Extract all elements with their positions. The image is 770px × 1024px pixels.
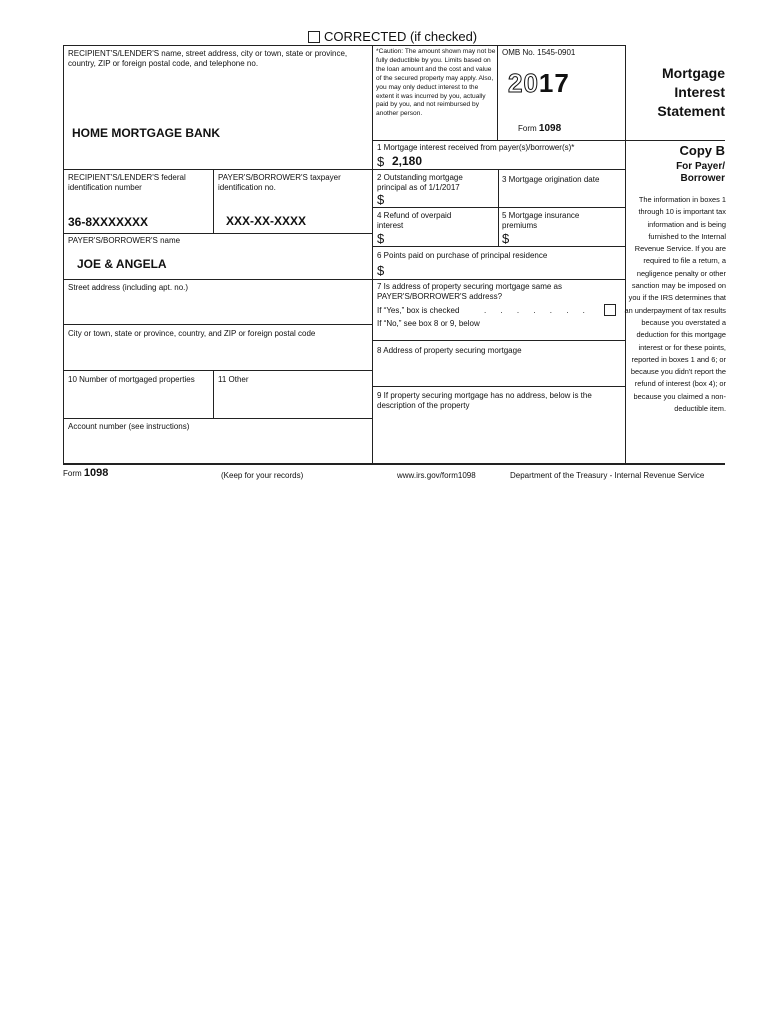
street-label: Street address (including apt. no.)	[68, 283, 189, 292]
box7-dots: . . . . . . .	[484, 306, 591, 315]
left-rule-4	[63, 324, 372, 325]
recipient-tin-value[interactable]: 36-8XXXXXXX	[68, 215, 149, 229]
box6-label: 6 Points paid on purchase of principal residence	[377, 251, 548, 260]
form-left-border	[63, 45, 64, 464]
city-label: City or town, state or province, country, and ZIP or foreign postal code	[68, 329, 316, 338]
box6-dollar: $	[377, 263, 385, 278]
copy-subtitle-line1: For Payer/	[676, 161, 725, 172]
omb-form-label: Form	[518, 124, 537, 133]
mid-rule-7	[372, 386, 625, 387]
payer-name-value[interactable]: JOE & ANGELA	[77, 257, 167, 271]
form-title-line1: Mortgage	[662, 65, 725, 81]
box3-label: 3 Mortgage origination date	[502, 175, 600, 184]
box1-dollar: $	[377, 154, 385, 169]
account-label: Account number (see instructions)	[68, 422, 190, 431]
recipient-tin-label: RECIPIENT'S/LENDER'S federal identification number	[68, 173, 186, 192]
mid-rule-1	[372, 140, 625, 141]
box7-no-text: If “No,” see box 8 or 9, below	[377, 319, 480, 328]
corrected-checkbox[interactable]	[308, 31, 320, 43]
mid-rule-6	[372, 340, 625, 341]
omb-form-number	[518, 123, 561, 134]
box9-label: 9 If property securing mortgage has no address, below is the description of the property	[377, 391, 592, 410]
tin-divider	[213, 169, 214, 233]
tax-year-prefix: 20	[508, 68, 539, 98]
form-top-border	[63, 45, 626, 46]
footer-form	[63, 467, 108, 479]
left-rule-1	[63, 169, 372, 170]
tax-year	[508, 68, 570, 99]
box10-divider	[213, 370, 214, 418]
form-title-line2: Interest	[674, 84, 725, 100]
left-rule-6	[63, 418, 372, 419]
box7-checkbox[interactable]	[604, 304, 616, 316]
middle-divider	[372, 45, 373, 464]
payer-tin-label: PAYER'S/BORROWER'S taxpayer identification no.	[218, 173, 341, 192]
left-rule-5	[63, 370, 372, 371]
copy-notice: The information in boxes 1 through 10 is important tax information and is being furnished to the Internal Revenue Service. If you are required to file a return, a negligence penalty or other sanction may be imposed on you if the IRS determines that an underpayment of tax results because you overstated a deduction for this mortgage interest or for these points, reported in boxes 1 and 6; or because you didn't report the refund of interest (box 4); or because you claimed a non-deductible item.	[624, 195, 726, 414]
left-rule-2	[63, 233, 372, 234]
caution-text: *Caution: The amount shown may not be fully deductible by you. Limits based on the loan amount and the cost and value of the secured property may apply. Also, you may only deduct interest to the extent it was incurred by you, actually paid by you, and not reimbursed by another person.	[376, 48, 496, 118]
footer-keep: (Keep for your records)	[221, 471, 304, 480]
box11-label: 11 Other	[218, 375, 249, 384]
footer-dept: Department of the Treasury - Internal Revenue Service	[510, 471, 705, 480]
omb-form-value: 1098	[538, 123, 562, 134]
omb-number: OMB No. 1545-0901	[502, 48, 576, 57]
payer-name-label: PAYER'S/BORROWER'S name	[68, 236, 181, 245]
box4-dollar: $	[377, 231, 385, 246]
footer-form-number: 1098	[83, 467, 109, 479]
recipient-name-label: RECIPIENT'S/LENDER'S name, street address, city or town, state or province, country, ZIP or foreign postal code, and telephone no.	[68, 49, 348, 68]
box1-label: 1 Mortgage interest received from payer(s)/borrower(s)*	[377, 143, 575, 152]
box5-label: 5 Mortgage insurance premiums	[502, 211, 580, 230]
tax-year-suffix: 17	[538, 68, 570, 98]
left-rule-3	[63, 279, 372, 280]
footer-url: www.irs.gov/form1098	[397, 471, 476, 480]
copy-title: Copy B	[679, 143, 725, 158]
box2-box3-divider	[498, 169, 499, 246]
recipient-name-value[interactable]: HOME MORTGAGE BANK	[72, 126, 220, 140]
box8-label: 8 Address of property securing mortgage	[377, 346, 522, 355]
form-title-line3: Statement	[657, 103, 725, 119]
box4-label: 4 Refund of overpaid interest	[377, 211, 452, 230]
box2-label: 2 Outstanding mortgage principal as of 1/1/2017	[377, 173, 463, 192]
omb-divider	[497, 45, 498, 140]
copy-subtitle-line2: Borrower	[680, 173, 725, 184]
box2-dollar: $	[377, 192, 385, 207]
box5-dollar: $	[502, 231, 510, 246]
payer-tin-value[interactable]: XXX-XX-XXXX	[226, 214, 307, 228]
footer-form-label: Form	[63, 469, 82, 478]
box1-value[interactable]: 2,180	[392, 154, 423, 168]
box7-label: 7 Is address of property securing mortgage same as PAYER'S/BORROWER'S address?	[377, 282, 562, 301]
box10-label: 10 Number of mortgaged properties	[68, 375, 195, 384]
form-title	[625, 64, 725, 121]
mid-rule-5	[372, 279, 625, 280]
right-rule-1	[625, 140, 725, 141]
copy-subtitle	[625, 161, 725, 185]
corrected-label: CORRECTED (if checked)	[324, 29, 478, 44]
box7-yes-text: If “Yes,” box is checked	[377, 306, 460, 315]
mid-rule-4	[372, 246, 625, 247]
